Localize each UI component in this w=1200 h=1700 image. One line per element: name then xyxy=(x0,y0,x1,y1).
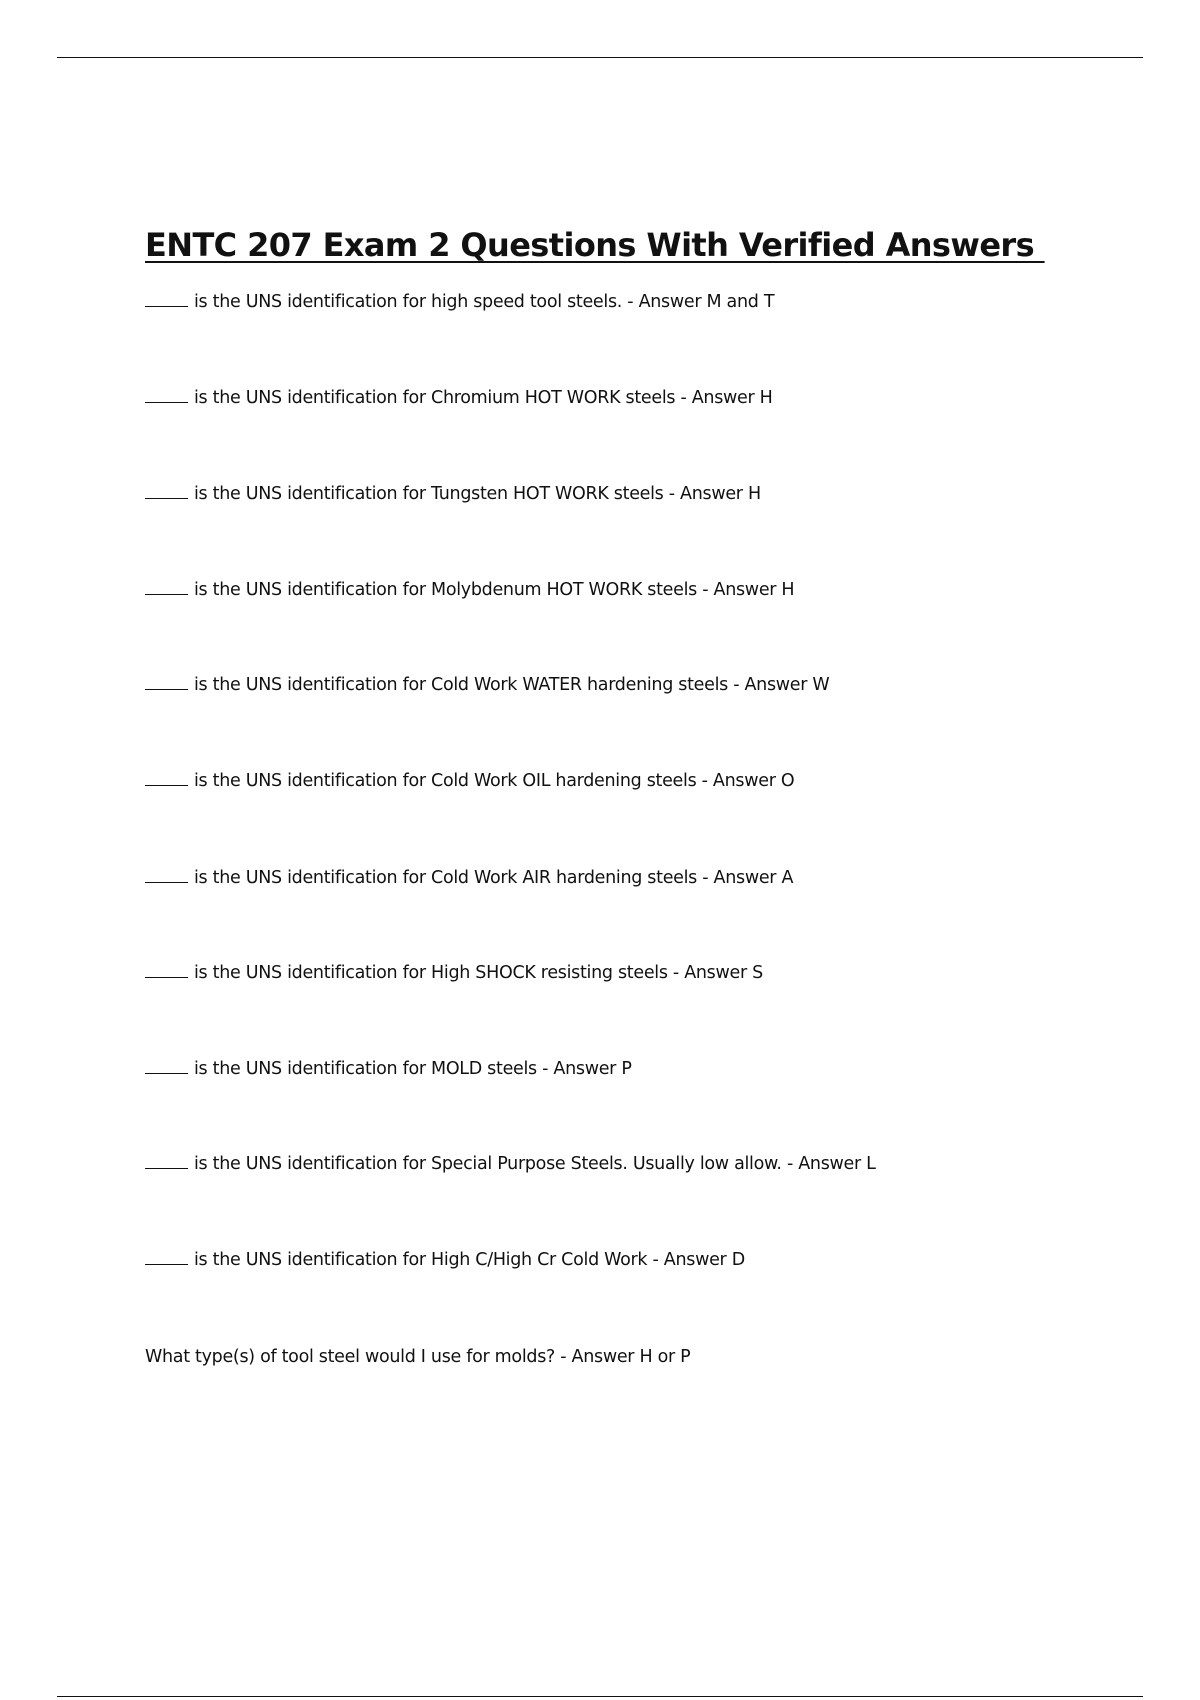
answer-blank xyxy=(145,977,188,978)
qa-text: is the UNS identification for Molybdenum HOT WORK steels - Answer H xyxy=(194,580,795,600)
answer-blank xyxy=(145,402,188,403)
answer-blank xyxy=(145,785,188,786)
qa-text: is the UNS identification for Special Purpose Steels. Usually low allow. - Answer L xyxy=(194,1154,876,1174)
qa-text: is the UNS identification for high speed tool steels. - Answer M and T xyxy=(194,292,775,312)
footer-rule xyxy=(57,1696,1143,1697)
answer-blank xyxy=(145,594,188,595)
qa-item xyxy=(145,1250,745,1271)
qa-item xyxy=(145,292,774,313)
qa-text: is the UNS identification for High C/High Cr Cold Work - Answer D xyxy=(194,1250,745,1270)
answer-blank xyxy=(145,498,188,499)
answer-blank xyxy=(145,306,188,307)
qa-item xyxy=(145,484,761,505)
qa-item xyxy=(145,771,794,792)
qa-item xyxy=(145,1347,690,1368)
header-rule xyxy=(57,57,1143,58)
answer-blank xyxy=(145,1264,188,1265)
answer-blank xyxy=(145,1073,188,1074)
answer-blank xyxy=(145,689,188,690)
qa-text: is the UNS identification for Tungsten HOT WORK steels - Answer H xyxy=(194,484,761,504)
qa-text: is the UNS identification for Chromium HOT WORK steels - Answer H xyxy=(194,388,773,408)
answer-blank xyxy=(145,1168,188,1169)
qa-text: is the UNS identification for High SHOCK resisting steels - Answer S xyxy=(194,963,763,983)
qa-text: is the UNS identification for Cold Work AIR hardening steels - Answer A xyxy=(194,868,794,888)
qa-item xyxy=(145,1154,876,1175)
qa-item xyxy=(145,580,794,601)
qa-text: is the UNS identification for Cold Work OIL hardening steels - Answer O xyxy=(194,771,795,791)
answer-blank xyxy=(145,882,188,883)
qa-item xyxy=(145,675,829,696)
qa-item xyxy=(145,963,763,984)
qa-text: is the UNS identification for MOLD steels - Answer P xyxy=(194,1059,632,1079)
qa-item xyxy=(145,388,773,409)
qa-item xyxy=(145,1059,632,1080)
qa-item xyxy=(145,868,793,889)
qa-text: is the UNS identification for Cold Work WATER hardening steels - Answer W xyxy=(194,675,830,695)
document-title: ENTC 207 Exam 2 Questions With Verified Answers xyxy=(145,226,1045,264)
qa-text: What type(s) of tool steel would I use for molds? - Answer H or P xyxy=(145,1347,691,1367)
